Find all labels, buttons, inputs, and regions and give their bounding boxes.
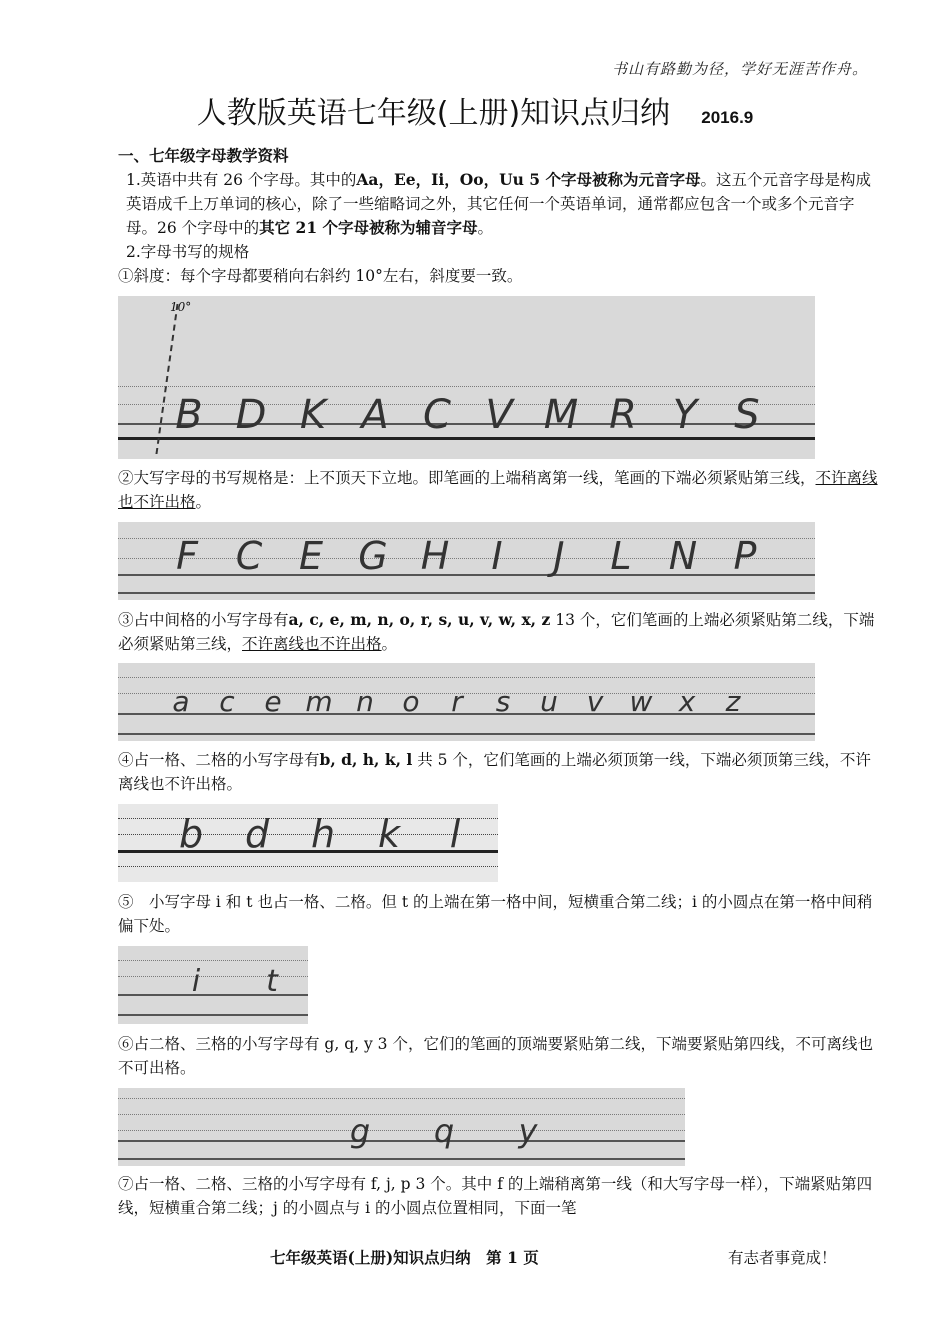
letter-strip-i-t (118, 946, 308, 1024)
slant-angle-label: 10° (170, 300, 192, 314)
letter-s4-2: h (310, 812, 336, 856)
rule-6: ⑥占二格、三格的小写字母有 g, q, y 3 个，它们的笔画的顶端要紧贴第二线，下端要紧贴第四线，不可离线也不可出格。 (118, 1035, 873, 1077)
letter-s2-2: E (298, 534, 323, 578)
letter-strip-descenders (118, 1088, 685, 1166)
letter-s2-4: H (420, 534, 450, 578)
letter-s1-8: Y (672, 392, 698, 438)
letter-s4-4: l (449, 812, 461, 856)
section-1 (118, 144, 883, 288)
letter-s1-5: V (485, 392, 513, 438)
r2-end: 。 (195, 493, 212, 511)
letter-s3-8: u (540, 685, 558, 718)
letter-s2-9: P (733, 534, 757, 578)
rule-3 (118, 608, 883, 656)
letter-strip-slant (118, 296, 815, 459)
rule-5: ⑤ 小写字母 i 和 t 也占一格、二格。但 t 的上端在第一格中间，短横重合第二线；i 的小圆点在第一格中间稍偏下处。 (118, 893, 873, 935)
letters-s3 (158, 685, 756, 718)
letter-s3-4: n (356, 685, 374, 718)
letter-s5-1: t (266, 964, 278, 999)
letter-s6-1: q (433, 1112, 455, 1150)
letter-s2-7: L (610, 534, 632, 578)
r3-text: ③占中间格的小写字母有 (118, 611, 289, 629)
rule-7: ⑦占一格、二格、三格的小写字母有 f, j, p 3 个。其中 f 的上端稍离第一线（和大写字母一样），下端紧贴第四线，短横重合第二线；j 的小圆点与 i 的小圆点位置相同，下面一笔 (118, 1175, 873, 1217)
letter-s2-1: C (235, 534, 263, 578)
letter-strip-ascenders (118, 804, 498, 882)
letter-s1-2: K (299, 392, 327, 438)
p1-bold-consonants: 其它 21 个字母被称为辅音字母 (259, 218, 478, 237)
letter-s4-3: k (377, 812, 400, 856)
letter-strip-middle (118, 663, 815, 741)
letter-s1-9: S (734, 392, 760, 438)
r3-letters: a, c, e, m, n, o, r, s, u, v, w, x, z (288, 610, 551, 629)
r4-text-c: 共 5 个，它们笔画的上端必须顶第一线，下端必须顶第三线，不许离线也不许出格。 (118, 751, 871, 793)
letter-s2-6: J (553, 534, 565, 578)
letter-s3-6: r (451, 685, 463, 718)
r2-text: ②大写字母的书写规格是：上不顶天下立地。即笔画的上端稍离第一线，笔画的下端必须紧贴第三线， (118, 469, 816, 487)
letter-s6-2: y (518, 1112, 538, 1150)
letters-s4 (158, 812, 488, 856)
letter-s4-0: b (178, 812, 204, 856)
page-title: 人教版英语七年级(上册)知识点归纳 (196, 96, 671, 131)
letters-s5 (158, 964, 308, 999)
letter-s1-1: D (235, 392, 267, 438)
letter-s1-6: M (543, 392, 579, 438)
letter-s3-1: c (219, 685, 235, 718)
letter-s1-0: B (175, 392, 203, 438)
p1-text-c: 。这五个元音字母是构成英语成千上万单词的核心，除了一些缩略词之外，其它任何一个英语单词，通常都应包含一个或多个元音字母。26 个字母中的 (126, 171, 871, 237)
letter-s6-0: g (349, 1112, 371, 1150)
letter-s5-0: i (191, 964, 201, 999)
section-heading: 一、七年级字母教学资料 (118, 146, 289, 165)
letter-s2-3: G (358, 534, 388, 578)
motto: 书山有路勤为径，学好无涯苦作舟。 (611, 60, 868, 78)
letter-s3-0: a (172, 685, 190, 718)
rule-4 (118, 748, 883, 796)
letter-s4-1: d (244, 812, 270, 856)
r3-end: 。 (381, 635, 398, 653)
letters-s1 (158, 392, 778, 438)
letter-s3-10: w (629, 685, 653, 718)
letter-s1-4: C (423, 392, 451, 438)
letter-s1-7: R (609, 392, 637, 438)
letter-s2-5: I (491, 534, 503, 578)
letter-s3-9: v (586, 685, 604, 718)
year-label: 2016.9 (701, 108, 754, 127)
footer-motto: 有志者事竟成！ (728, 1249, 837, 1267)
p1-bold-vowels: Aa，Ee，Ii，Oo，Uu 5 个字母被称为元音字母 (356, 170, 701, 189)
paragraph-2: 2.字母书写的规格 (126, 243, 250, 261)
p1-text-e: 。 (477, 219, 494, 237)
p1-text-a: 1.英语中共有 26 个字母。其中的 (126, 171, 357, 189)
paragraph-1 (118, 168, 883, 240)
r3-underline: 不许离线也不许出格 (242, 635, 382, 653)
letter-s3-7: s (495, 685, 511, 718)
letter-s3-5: o (402, 685, 420, 718)
rule-2 (118, 466, 883, 514)
r4-text: ④占一格、二格的小写字母有 (118, 751, 320, 769)
letter-s3-3: m (305, 685, 333, 718)
letter-s2-0: F (176, 534, 198, 578)
r3-text-c: 13 个，它们笔画的上端必须紧贴第二线，下端必须紧贴第三线， (118, 611, 875, 653)
letter-strip-capitals (118, 522, 815, 600)
letter-s1-3: A (361, 392, 389, 438)
letter-s3-2: e (264, 685, 282, 718)
title-row (0, 88, 950, 132)
rule-1: ①斜度：每个字母都要稍向右斜约 10°左右，斜度要一致。 (118, 267, 523, 285)
letters-s6 (318, 1112, 570, 1150)
letters-s2 (156, 534, 776, 578)
footer-page-label: 七年级英语(上册)知识点归纳 第 1 页 (270, 1248, 539, 1267)
r2-underline: 不许离线也不许出格 (118, 469, 878, 511)
letter-s3-12: z (725, 685, 741, 718)
letter-s3-11: x (678, 685, 696, 718)
r4-letters: b, d, h, k, l (319, 750, 413, 769)
letter-s2-8: N (668, 534, 698, 578)
